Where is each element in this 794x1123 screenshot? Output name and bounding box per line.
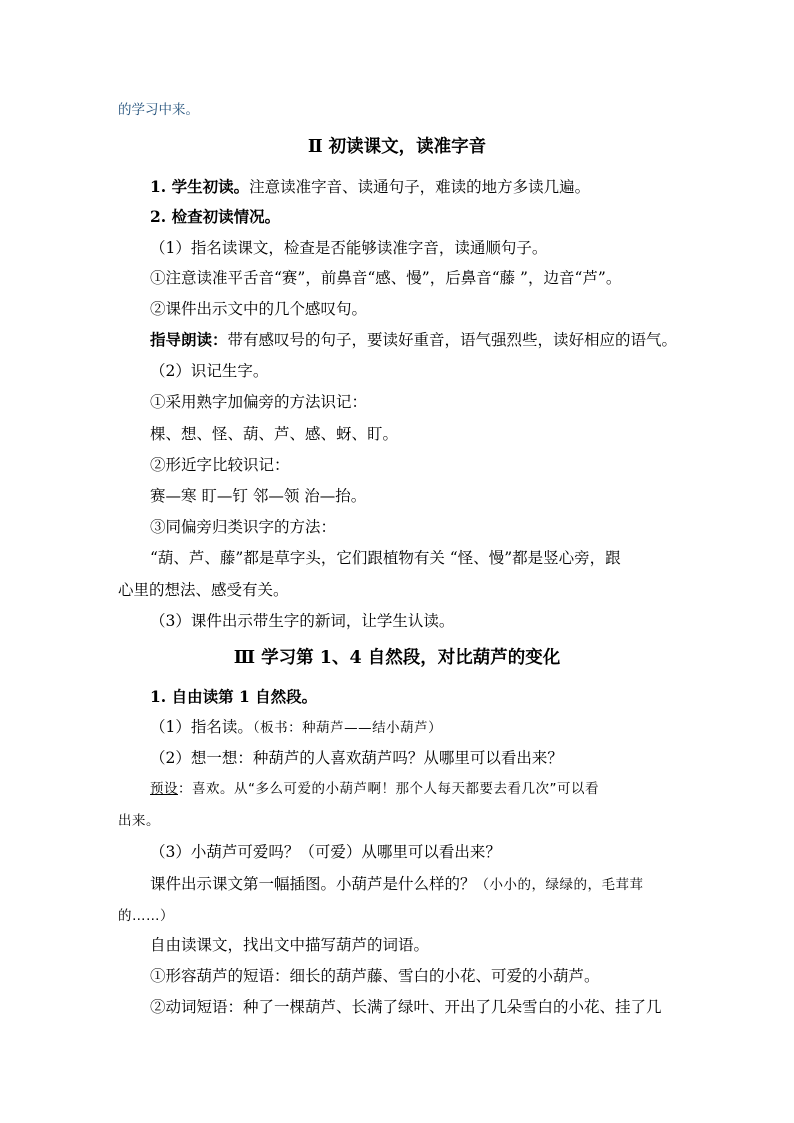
text-line: 心里的想法、感受有关。: [118, 581, 289, 599]
text-line: ③同偏旁归类识字的方法：: [150, 518, 337, 536]
answer-note: （小小的，绿绿的，毛茸茸: [475, 877, 644, 893]
step-label: 1. 学生初读。: [150, 177, 250, 196]
text-part: （1）指名读。: [150, 718, 253, 736]
text-line: （2）想一想：种葫芦的人喜欢葫芦吗？从哪里可以看出来？: [150, 749, 563, 767]
text-line: 的……）: [118, 908, 174, 924]
section-heading-3: Ⅲ 学习第 1、4 自然段，对比葫芦的变化: [233, 648, 561, 668]
text-line: （3）课件出示带生字的新词，让学生认读。: [150, 612, 455, 630]
preset-label: 预设: [150, 781, 178, 797]
text-line: [150, 177, 590, 197]
step-label: 1. 自由读第 1 自然段。: [150, 687, 318, 706]
text-line: ①采用熟字加偏旁的方法识记：: [150, 393, 368, 411]
text-line: （1）指名读课文，检查是否能够读准字音，读通顺句子。: [150, 239, 548, 257]
text-line: ②形近字比较识记：: [150, 456, 290, 474]
text-line: 的学习中来。: [118, 102, 199, 118]
preset-text: ：喜欢。从“多么可爱的小葫芦啊！那个人每天都要去看几次”可以看: [178, 781, 599, 797]
text-line: （2）识记生字。: [150, 362, 269, 380]
text-line: “葫、芦、藤”都是草字头，它们跟植物有关 “怪、慢”都是竖心旁，跟: [150, 549, 621, 567]
guide-text: 带有感叹号的句子，要读好重音，语气强烈些，读好相应的语气。: [227, 331, 678, 349]
guide-label: 指导朗读：: [150, 330, 228, 349]
text-line: [150, 717, 442, 738]
text-part: 课件出示课文第一幅插图。小葫芦是什么样的？: [150, 875, 476, 893]
step-text: 注意读准字音、读通句子，难读的地方多读几遍。: [249, 178, 591, 196]
text-line: ①形容葫芦的短语：细长的葫芦藤、雪白的小花、可爱的小葫芦。: [150, 967, 600, 985]
text-line: 出来。: [118, 813, 160, 829]
section-heading-2: Ⅱ 初读课文，读准字音: [307, 137, 487, 157]
text-line: 棵、想、怪、葫、芦、感、蚜、盯。: [150, 425, 399, 443]
text-line: ②动词短语：种了一棵葫芦、长满了绿叶、开出了几朵雪白的小花、挂了几: [150, 998, 662, 1016]
text-line: [150, 874, 644, 895]
text-line: 赛—寒 盯—钉 邻—领 治—抬。: [150, 487, 367, 505]
text-line: ②课件出示文中的几个感叹句。: [150, 300, 368, 318]
text-line: [150, 779, 599, 799]
step-label: 2. 检查初读情况。: [150, 207, 281, 226]
text-line: [150, 330, 677, 350]
text-line: 自由读课文，找出文中描写葫芦的词语。: [150, 936, 430, 954]
text-line: （3）小葫芦可爱吗？（可爱）从哪里可以看出来？: [150, 843, 501, 861]
board-note: （板书：种葫芦——结小葫芦）: [252, 720, 443, 736]
text-line: ①注意读准平舌音“赛”，前鼻音“感、慢”，后鼻音“藤 ”，边音“芦”。: [150, 269, 622, 287]
